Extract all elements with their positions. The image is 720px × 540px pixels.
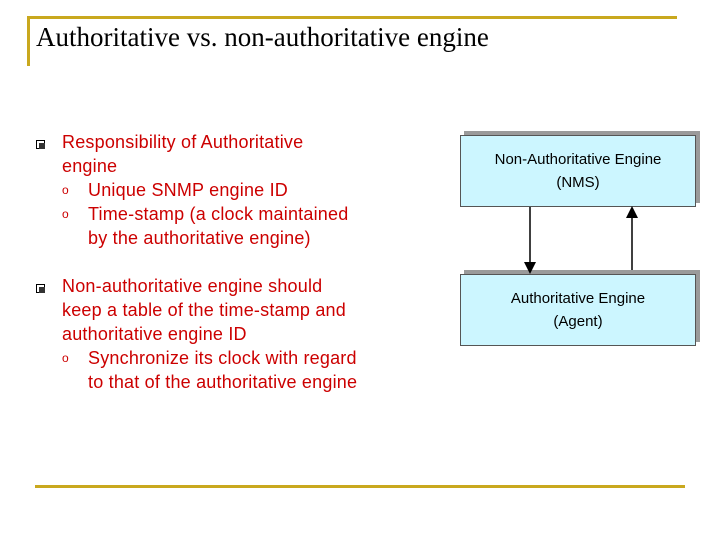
bottom-rule bbox=[35, 485, 685, 488]
bullet-2-line-1: Non-authoritative engine should bbox=[62, 276, 323, 296]
bullet-2-line-3: authoritative engine ID bbox=[62, 324, 247, 344]
bullet-1-line-1: Responsibility of Authoritative bbox=[62, 132, 304, 152]
slide-title: Authoritative vs. non-authoritative engine bbox=[36, 22, 489, 52]
bullet-1-sub-1-line-1: Unique SNMP engine ID bbox=[88, 180, 288, 200]
bullet-2-sub-1-line-2: to that of the authoritative engine bbox=[88, 372, 358, 392]
top-box-line-2: (NMS) bbox=[556, 174, 600, 191]
bullet-2-sub-1-line-1: Synchronize its clock with regard bbox=[88, 348, 357, 368]
bullet-1-line-2: engine bbox=[62, 156, 118, 176]
circle-bullet-icon: o bbox=[62, 351, 69, 365]
circle-bullet-icon: o bbox=[62, 207, 69, 221]
bullet-1-sub-2-line-2: by the authoritative engine) bbox=[88, 228, 311, 248]
bullet-2-line-2: keep a table of the time-stamp and bbox=[62, 300, 346, 320]
circle-bullet-icon: o bbox=[62, 183, 69, 197]
bullet-1-sub-2-line-1: Time-stamp (a clock maintained bbox=[88, 204, 349, 224]
top-box-line-1: Non-Authoritative Engine bbox=[494, 151, 662, 168]
bottom-box-line-2: (Agent) bbox=[553, 313, 603, 330]
bottom-box-line-1: Authoritative Engine bbox=[510, 290, 646, 307]
